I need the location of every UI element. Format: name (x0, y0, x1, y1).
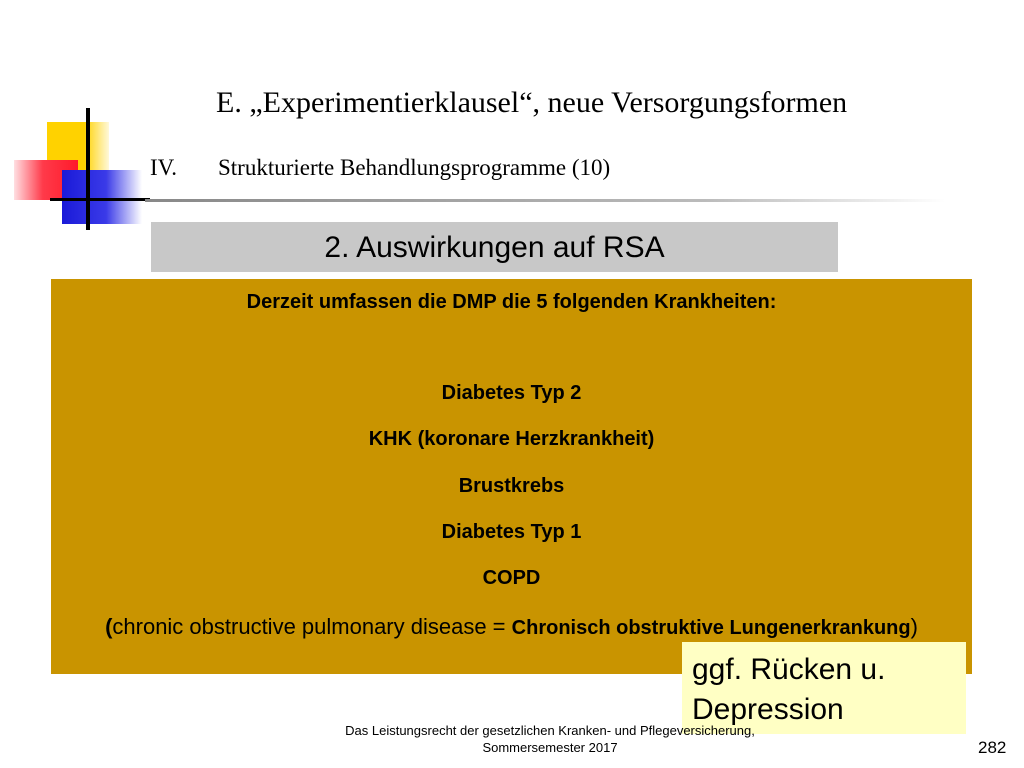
logo-vertical-line (86, 108, 90, 230)
subtitle-number: IV. (150, 155, 178, 180)
subtitle-text: Strukturierte Behandlungsprogramme (10) (218, 155, 611, 180)
slide-title: E. „Experimentierklausel“, neue Versorgungsformen (216, 86, 848, 119)
footer-line: Sommersemester 2017 (482, 740, 618, 755)
paren-close: ) (910, 614, 918, 639)
disease-item: KHK (koronare Herzkrankheit) (368, 428, 655, 450)
english-term: chronic obstructive pulmonary disease = (112, 614, 512, 639)
disease-item: Diabetes Typ 1 (441, 521, 582, 543)
logo-horizontal-line (50, 198, 150, 201)
footer-line: Das Leistungsrecht der gesetzlichen Kranken- und Pflegeversicherung, (345, 723, 755, 738)
callout-line: ggf. Rücken u. (692, 653, 886, 686)
logo-blue-square (62, 170, 142, 224)
disease-item: COPD (482, 567, 541, 589)
callout-line: Depression (692, 693, 844, 726)
german-term: Chronisch obstruktive Lungenerkrankung (511, 617, 911, 639)
decorative-logo (0, 0, 150, 240)
page-number: 282 (978, 738, 1007, 757)
title-divider (145, 199, 945, 202)
disease-item: Brustkrebs (458, 475, 565, 497)
copd-explanation (51, 611, 972, 644)
callout-note (682, 642, 966, 734)
intro-text: Derzeit umfassen die DMP die 5 folgenden Krankheiten: (246, 291, 777, 313)
slide-subtitle (150, 155, 610, 181)
paren-open: ( (105, 614, 113, 639)
section-banner: 2. Auswirkungen auf RSA (151, 222, 838, 272)
disease-item: Diabetes Typ 2 (441, 382, 582, 404)
content-box (51, 279, 972, 674)
footer (300, 722, 800, 756)
